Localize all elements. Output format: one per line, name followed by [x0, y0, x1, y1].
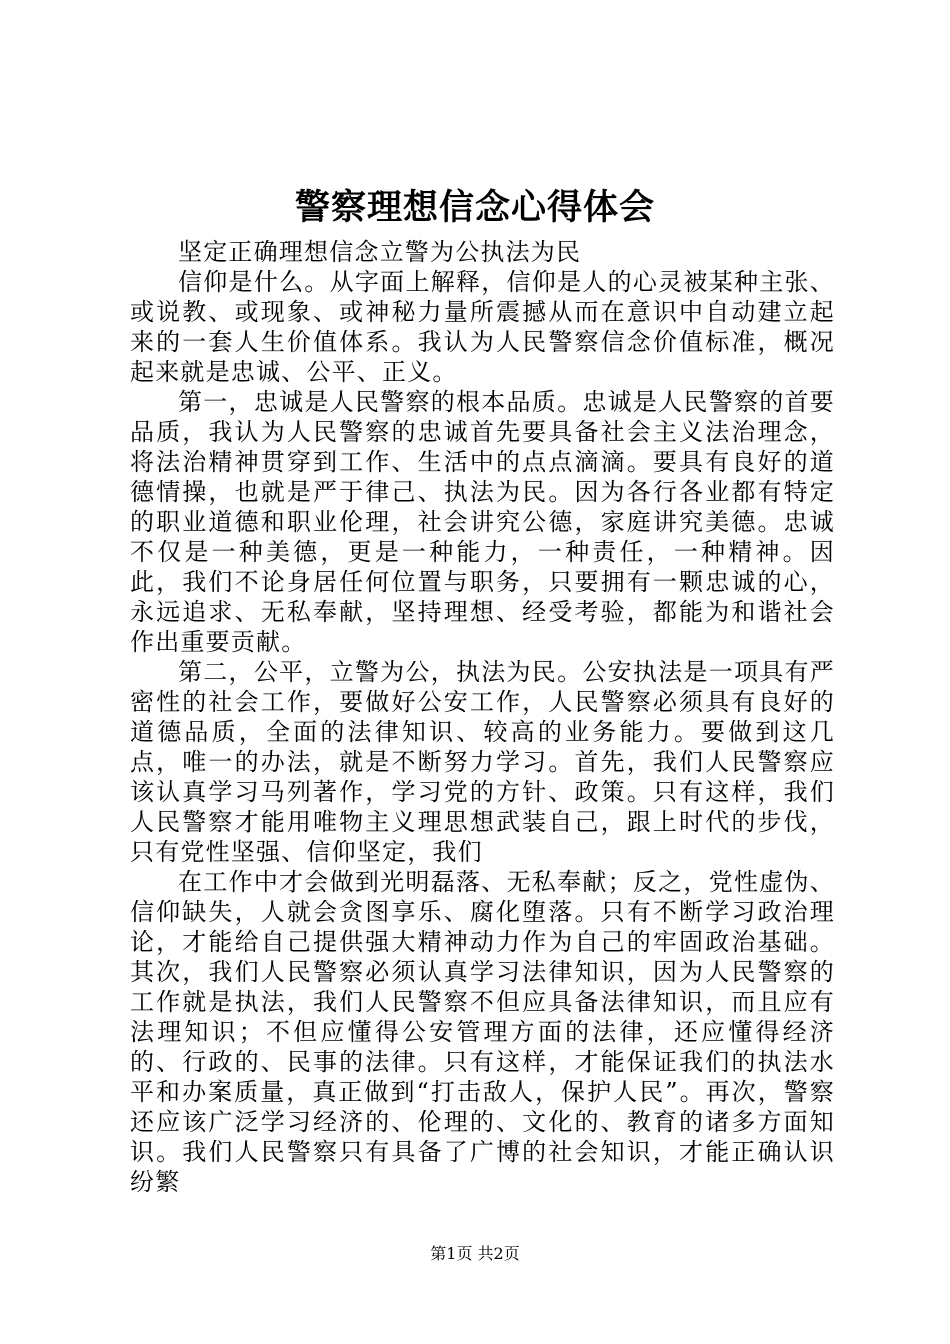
subtitle-paragraph: 坚定正确理想信念立警为公执法为民	[178, 238, 582, 266]
body-paragraph: 第一，忠诚是人民警察的根本品质。忠诚是人民警察的首要品质，我认为人民警察的忠诚首先要具备社会主义法治理念，将法治精神贯穿到工作、生活中的点点滴滴。要具有良好的道德情操，也就是严于律己、执法为民。因为各行各业都有特定的职业道德和职业伦理，社会讲究公德，家庭讲究美德。忠诚不仅是一种美德，更是一种能力，一种责任，一种精神。因此，我们不论身居任何位置与职务，只要拥有一颗忠诚的心，永远追求、无私奉献，坚持理想、经受考验，都能为和谐社会作出重要贡献。	[130, 388, 835, 656]
document-title: 警察理想信念心得体会	[294, 187, 655, 228]
body-paragraph: 信仰是什么。从字面上解释，信仰是人的心灵被某种主张、或说教、或现象、或神秘力量所震撼从而在意识中自动建立起来的一套人生价值体系。我认为人民警察信念价值标准，概况起来就是忠诚、公平、正义。	[130, 268, 835, 386]
page-number-footer: 第1页 共2页	[430, 1244, 520, 1263]
document-body	[130, 237, 835, 1197]
body-paragraph: 在工作中才会做到光明磊落、无私奉献；反之，党性虚伪、信仰缺失，人就会贪图享乐、腐化堕落。只有不断学习政治理论，才能给自己提供强大精神动力作为自己的牢固政治基础。其次，我们人民警察必须认真学习法律知识，因为人民警察的工作就是执法，我们人民警察不但应具备法律知识，而且应有法理知识；不但应懂得公安管理方面的法律，还应懂得经济的、行政的、民事的法律。只有这样，才能保证我们的执法水平和办案质量，真正做到“打击敌人，保护人民”。再次，警察还应该广泛学习经济的、伦理的、文化的、教育的诸多方面知识。我们人民警察只有具备了广博的社会知识，才能正确认识纷繁	[130, 868, 835, 1196]
body-paragraph: 第二，公平，立警为公，执法为民。公安执法是一项具有严密性的社会工作，要做好公安工作，人民警察必须具有良好的道德品质，全面的法律知识、较高的业务能力。要做到这几点，唯一的办法，就是不断努力学习。首先，我们人民警察应该认真学习马列著作，学习党的方针、政策。只有这样，我们人民警察才能用唯物主义理思想武装自己，跟上时代的步伐，只有党性坚强、信仰坚定，我们	[130, 658, 835, 866]
